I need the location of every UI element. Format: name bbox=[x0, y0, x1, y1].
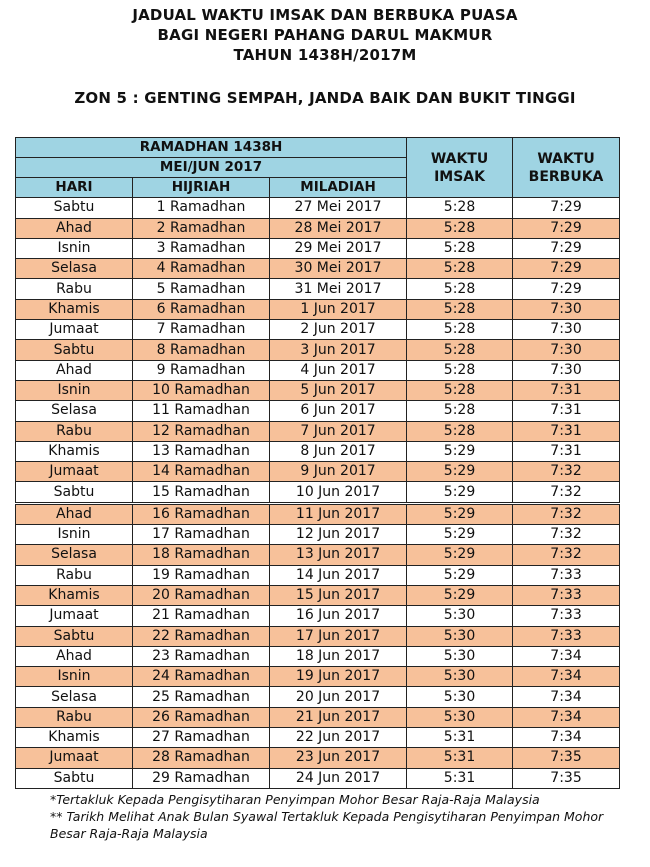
cell-hijriah: 28 Ramadhan bbox=[133, 748, 270, 768]
cell-hari: Khamis bbox=[16, 585, 133, 605]
cell-hijriah: 14 Ramadhan bbox=[133, 462, 270, 482]
cell-berbuka: 7:33 bbox=[513, 626, 620, 646]
cell-miladiah: 4 Jun 2017 bbox=[270, 360, 407, 380]
table-row bbox=[16, 646, 620, 666]
cell-hari: Rabu bbox=[16, 421, 133, 441]
cell-berbuka: 7:30 bbox=[513, 340, 620, 360]
table-row bbox=[16, 667, 620, 687]
cell-hari: Sabtu bbox=[16, 626, 133, 646]
cell-hari: Sabtu bbox=[16, 768, 133, 788]
cell-miladiah: 22 Jun 2017 bbox=[270, 728, 407, 748]
cell-hijriah: 15 Ramadhan bbox=[133, 482, 270, 503]
cell-berbuka: 7:34 bbox=[513, 728, 620, 748]
schedule-table bbox=[15, 137, 620, 789]
cell-imsak: 5:29 bbox=[407, 482, 513, 503]
cell-hijriah: 23 Ramadhan bbox=[133, 646, 270, 666]
table-row bbox=[16, 238, 620, 258]
cell-hari: Selasa bbox=[16, 687, 133, 707]
cell-hari: Jumaat bbox=[16, 606, 133, 626]
cell-imsak: 5:30 bbox=[407, 687, 513, 707]
cell-hijriah: 27 Ramadhan bbox=[133, 728, 270, 748]
imsak-header: WAKTU IMSAK bbox=[407, 138, 513, 198]
cell-miladiah: 10 Jun 2017 bbox=[270, 482, 407, 503]
cell-hari: Khamis bbox=[16, 441, 133, 461]
cell-miladiah: 14 Jun 2017 bbox=[270, 565, 407, 585]
table-row bbox=[16, 606, 620, 626]
cell-hari: Sabtu bbox=[16, 340, 133, 360]
cell-hijriah: 7 Ramadhan bbox=[133, 320, 270, 340]
cell-hijriah: 26 Ramadhan bbox=[133, 707, 270, 727]
cell-miladiah: 2 Jun 2017 bbox=[270, 320, 407, 340]
footnote-2: ** Tarikh Melihat Anak Bulan Syawal Tertakluk Kepada Pengisytiharan Penyimpan Mohor Besar Raja-Raja Malaysia bbox=[50, 809, 604, 841]
cell-hari: Isnin bbox=[16, 667, 133, 687]
table-row bbox=[16, 198, 620, 218]
hari-header: HARI bbox=[16, 178, 133, 198]
cell-berbuka: 7:33 bbox=[513, 585, 620, 605]
cell-hari: Rabu bbox=[16, 565, 133, 585]
cell-imsak: 5:28 bbox=[407, 340, 513, 360]
cell-berbuka: 7:32 bbox=[513, 462, 620, 482]
table-row bbox=[16, 380, 620, 400]
cell-hari: Selasa bbox=[16, 259, 133, 279]
cell-berbuka: 7:32 bbox=[513, 503, 620, 524]
cell-berbuka: 7:30 bbox=[513, 320, 620, 340]
cell-imsak: 5:29 bbox=[407, 545, 513, 565]
cell-hari: Jumaat bbox=[16, 320, 133, 340]
cell-miladiah: 23 Jun 2017 bbox=[270, 748, 407, 768]
cell-miladiah: 30 Mei 2017 bbox=[270, 259, 407, 279]
cell-hari: Khamis bbox=[16, 728, 133, 748]
cell-miladiah: 11 Jun 2017 bbox=[270, 503, 407, 524]
cell-berbuka: 7:29 bbox=[513, 198, 620, 218]
cell-imsak: 5:30 bbox=[407, 646, 513, 666]
table-row bbox=[16, 687, 620, 707]
table-row bbox=[16, 218, 620, 238]
hijriah-header: HIJRIAH bbox=[133, 178, 270, 198]
cell-berbuka: 7:32 bbox=[513, 482, 620, 503]
cell-miladiah: 5 Jun 2017 bbox=[270, 380, 407, 400]
zone-heading: ZON 5 : GENTING SEMPAH, JANDA BAIK DAN BUKIT TINGGI bbox=[74, 89, 576, 107]
cell-imsak: 5:28 bbox=[407, 259, 513, 279]
cell-imsak: 5:29 bbox=[407, 462, 513, 482]
cell-berbuka: 7:30 bbox=[513, 360, 620, 380]
cell-berbuka: 7:31 bbox=[513, 401, 620, 421]
cell-imsak: 5:29 bbox=[407, 441, 513, 461]
cell-berbuka: 7:33 bbox=[513, 565, 620, 585]
cell-hijriah: 25 Ramadhan bbox=[133, 687, 270, 707]
table-row bbox=[16, 482, 620, 503]
cell-imsak: 5:31 bbox=[407, 768, 513, 788]
cell-miladiah: 13 Jun 2017 bbox=[270, 545, 407, 565]
cell-miladiah: 28 Mei 2017 bbox=[270, 218, 407, 238]
cell-berbuka: 7:31 bbox=[513, 380, 620, 400]
cell-miladiah: 1 Jun 2017 bbox=[270, 299, 407, 319]
cell-hari: Ahad bbox=[16, 503, 133, 524]
cell-hijriah: 22 Ramadhan bbox=[133, 626, 270, 646]
cell-hijriah: 17 Ramadhan bbox=[133, 525, 270, 545]
cell-miladiah: 9 Jun 2017 bbox=[270, 462, 407, 482]
berbuka-header: WAKTU BERBUKA bbox=[513, 138, 620, 198]
cell-berbuka: 7:29 bbox=[513, 279, 620, 299]
cell-imsak: 5:28 bbox=[407, 218, 513, 238]
cell-miladiah: 17 Jun 2017 bbox=[270, 626, 407, 646]
cell-berbuka: 7:33 bbox=[513, 606, 620, 626]
cell-hari: Ahad bbox=[16, 360, 133, 380]
cell-imsak: 5:28 bbox=[407, 198, 513, 218]
cell-hari: Isnin bbox=[16, 238, 133, 258]
cell-hijriah: 21 Ramadhan bbox=[133, 606, 270, 626]
document-year: TAHUN 1438H/2017M bbox=[233, 46, 417, 64]
cell-hari: Jumaat bbox=[16, 748, 133, 768]
cell-berbuka: 7:34 bbox=[513, 707, 620, 727]
cell-hari: Sabtu bbox=[16, 482, 133, 503]
cell-miladiah: 29 Mei 2017 bbox=[270, 238, 407, 258]
table-row bbox=[16, 728, 620, 748]
cell-imsak: 5:30 bbox=[407, 606, 513, 626]
cell-miladiah: 12 Jun 2017 bbox=[270, 525, 407, 545]
table-row bbox=[16, 768, 620, 788]
cell-imsak: 5:31 bbox=[407, 728, 513, 748]
cell-berbuka: 7:32 bbox=[513, 545, 620, 565]
cell-berbuka: 7:35 bbox=[513, 748, 620, 768]
cell-hijriah: 12 Ramadhan bbox=[133, 421, 270, 441]
document-title: JADUAL WAKTU IMSAK DAN BERBUKA PUASA bbox=[132, 6, 518, 24]
cell-hari: Isnin bbox=[16, 380, 133, 400]
cell-imsak: 5:28 bbox=[407, 360, 513, 380]
cell-hari: Rabu bbox=[16, 279, 133, 299]
cell-berbuka: 7:30 bbox=[513, 299, 620, 319]
table-row bbox=[16, 259, 620, 279]
cell-miladiah: 31 Mei 2017 bbox=[270, 279, 407, 299]
cell-hijriah: 4 Ramadhan bbox=[133, 259, 270, 279]
table-row bbox=[16, 565, 620, 585]
cell-hari: Selasa bbox=[16, 401, 133, 421]
cell-hari: Rabu bbox=[16, 707, 133, 727]
cell-miladiah: 7 Jun 2017 bbox=[270, 421, 407, 441]
cell-berbuka: 7:29 bbox=[513, 259, 620, 279]
cell-imsak: 5:30 bbox=[407, 626, 513, 646]
cell-miladiah: 19 Jun 2017 bbox=[270, 667, 407, 687]
table-row bbox=[16, 421, 620, 441]
document-subtitle: BAGI NEGERI PAHANG DARUL MAKMUR bbox=[157, 26, 493, 44]
cell-miladiah: 20 Jun 2017 bbox=[270, 687, 407, 707]
cell-miladiah: 21 Jun 2017 bbox=[270, 707, 407, 727]
cell-hijriah: 2 Ramadhan bbox=[133, 218, 270, 238]
cell-hijriah: 9 Ramadhan bbox=[133, 360, 270, 380]
cell-miladiah: 18 Jun 2017 bbox=[270, 646, 407, 666]
cell-hijriah: 18 Ramadhan bbox=[133, 545, 270, 565]
cell-imsak: 5:31 bbox=[407, 748, 513, 768]
cell-hijriah: 13 Ramadhan bbox=[133, 441, 270, 461]
table-row bbox=[16, 585, 620, 605]
cell-hari: Ahad bbox=[16, 218, 133, 238]
cell-hijriah: 20 Ramadhan bbox=[133, 585, 270, 605]
cell-imsak: 5:30 bbox=[407, 667, 513, 687]
cell-miladiah: 24 Jun 2017 bbox=[270, 768, 407, 788]
cell-miladiah: 8 Jun 2017 bbox=[270, 441, 407, 461]
table-row bbox=[16, 340, 620, 360]
table-row bbox=[16, 320, 620, 340]
table-row bbox=[16, 462, 620, 482]
table-row bbox=[16, 299, 620, 319]
cell-imsak: 5:29 bbox=[407, 565, 513, 585]
cell-hijriah: 6 Ramadhan bbox=[133, 299, 270, 319]
table-row bbox=[16, 545, 620, 565]
cell-berbuka: 7:34 bbox=[513, 667, 620, 687]
cell-hari: Isnin bbox=[16, 525, 133, 545]
cell-imsak: 5:29 bbox=[407, 503, 513, 524]
cell-hijriah: 19 Ramadhan bbox=[133, 565, 270, 585]
cell-imsak: 5:28 bbox=[407, 279, 513, 299]
cell-imsak: 5:28 bbox=[407, 421, 513, 441]
cell-miladiah: 6 Jun 2017 bbox=[270, 401, 407, 421]
ramadhan-header: RAMADHAN 1438H bbox=[16, 138, 407, 158]
table-row bbox=[16, 707, 620, 727]
table-row bbox=[16, 525, 620, 545]
cell-miladiah: 3 Jun 2017 bbox=[270, 340, 407, 360]
cell-imsak: 5:28 bbox=[407, 320, 513, 340]
cell-miladiah: 27 Mei 2017 bbox=[270, 198, 407, 218]
cell-hari: Sabtu bbox=[16, 198, 133, 218]
cell-hari: Selasa bbox=[16, 545, 133, 565]
cell-berbuka: 7:29 bbox=[513, 218, 620, 238]
cell-miladiah: 15 Jun 2017 bbox=[270, 585, 407, 605]
cell-berbuka: 7:31 bbox=[513, 421, 620, 441]
cell-imsak: 5:29 bbox=[407, 525, 513, 545]
cell-hijriah: 1 Ramadhan bbox=[133, 198, 270, 218]
cell-berbuka: 7:34 bbox=[513, 687, 620, 707]
miladiah-header: MILADIAH bbox=[270, 178, 407, 198]
cell-imsak: 5:29 bbox=[407, 585, 513, 605]
cell-hijriah: 3 Ramadhan bbox=[133, 238, 270, 258]
cell-berbuka: 7:32 bbox=[513, 525, 620, 545]
cell-hari: Jumaat bbox=[16, 462, 133, 482]
table-row bbox=[16, 748, 620, 768]
table-row bbox=[16, 401, 620, 421]
cell-miladiah: 16 Jun 2017 bbox=[270, 606, 407, 626]
cell-berbuka: 7:35 bbox=[513, 768, 620, 788]
table-row bbox=[16, 279, 620, 299]
cell-hijriah: 8 Ramadhan bbox=[133, 340, 270, 360]
cell-hijriah: 11 Ramadhan bbox=[133, 401, 270, 421]
cell-imsak: 5:28 bbox=[407, 299, 513, 319]
month-header: MEI/JUN 2017 bbox=[16, 158, 407, 178]
cell-hijriah: 29 Ramadhan bbox=[133, 768, 270, 788]
table-row bbox=[16, 503, 620, 524]
table-row bbox=[16, 441, 620, 461]
cell-berbuka: 7:29 bbox=[513, 238, 620, 258]
cell-hijriah: 5 Ramadhan bbox=[133, 279, 270, 299]
cell-berbuka: 7:31 bbox=[513, 441, 620, 461]
footnote-1: *Tertakluk Kepada Pengisytiharan Penyimpan Mohor Besar Raja-Raja Malaysia bbox=[50, 792, 540, 807]
cell-hijriah: 10 Ramadhan bbox=[133, 380, 270, 400]
cell-hari: Khamis bbox=[16, 299, 133, 319]
cell-imsak: 5:28 bbox=[407, 238, 513, 258]
table-row bbox=[16, 360, 620, 380]
cell-hari: Ahad bbox=[16, 646, 133, 666]
cell-imsak: 5:28 bbox=[407, 401, 513, 421]
table-row bbox=[16, 626, 620, 646]
cell-imsak: 5:28 bbox=[407, 380, 513, 400]
cell-berbuka: 7:34 bbox=[513, 646, 620, 666]
cell-hijriah: 16 Ramadhan bbox=[133, 503, 270, 524]
cell-hijriah: 24 Ramadhan bbox=[133, 667, 270, 687]
cell-imsak: 5:30 bbox=[407, 707, 513, 727]
